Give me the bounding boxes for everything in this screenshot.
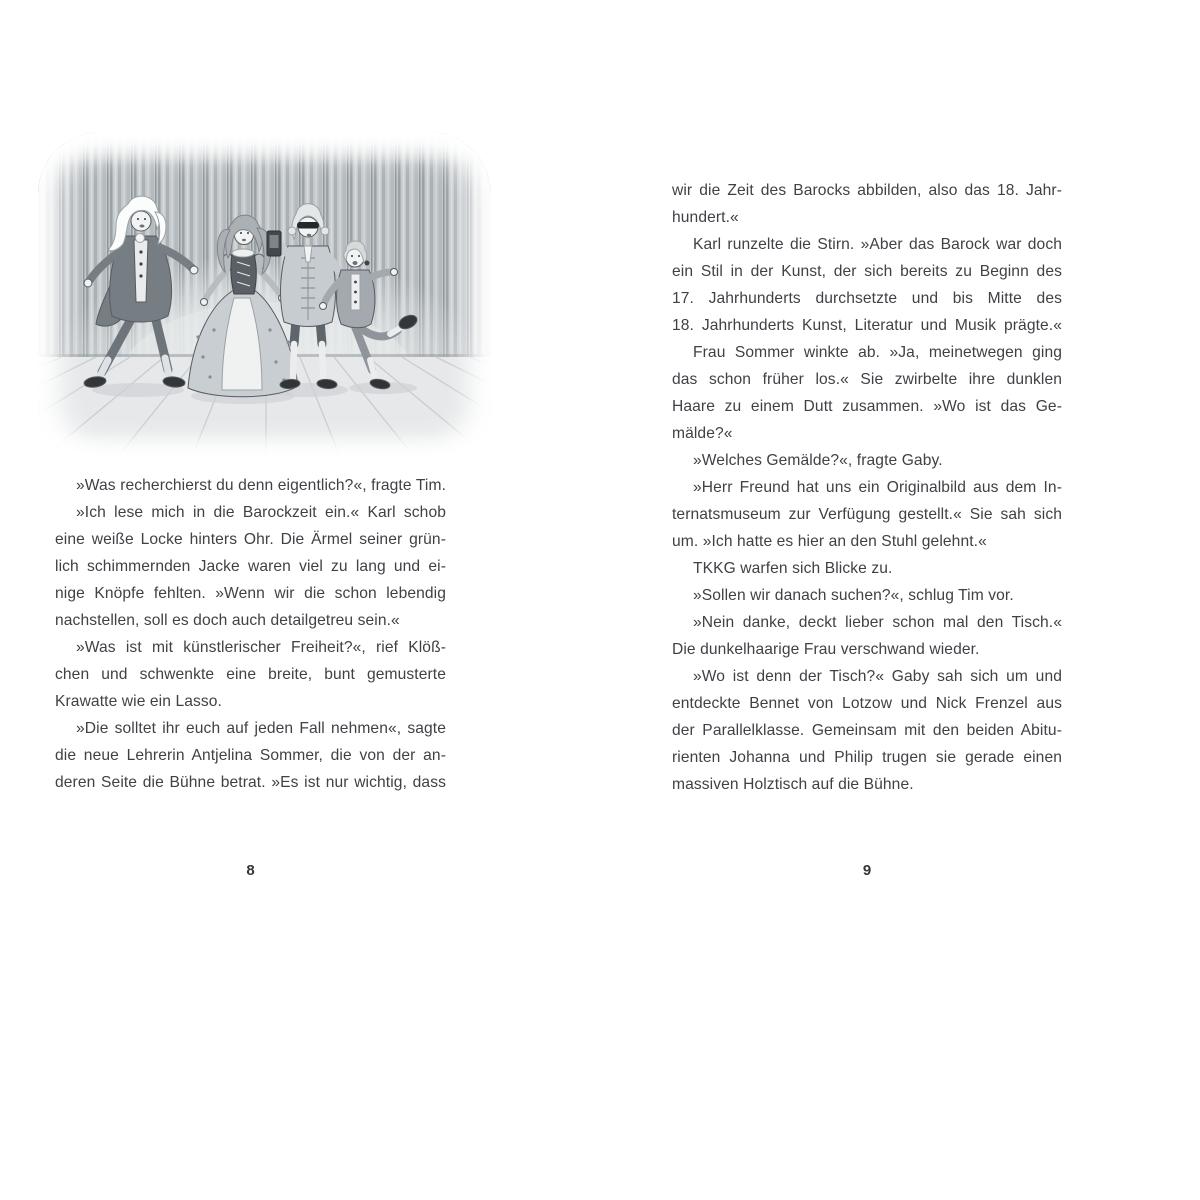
text-line: um. »Ich hatte es hier an den Stuhl gelehnt.«	[672, 533, 987, 550]
page-number-left: 8	[246, 862, 255, 879]
text-line: »Nein danke, deckt lieber schon mal den Tisch.«	[693, 614, 1062, 631]
text-line: 17. Jahrhunderts durchsetzte und bis Mitte des	[672, 290, 1062, 307]
text-line: ternatsmuseum zur Verfügung gestellt.« Sie sah sich	[672, 506, 1062, 523]
text-line: »Was ist mit künstlerischer Freiheit?«, rief Klöß-	[76, 639, 446, 656]
text-line: deren Seite die Bühne betrat. »Es ist nur wichtig, dass	[55, 774, 446, 791]
text-line: Haare zu einem Dutt zusammen. »Wo ist das Ge-	[672, 398, 1062, 415]
text-line: »Wo ist denn der Tisch?« Gaby sah sich um und	[693, 668, 1062, 685]
text-line: »Welches Gemälde?«, fragte Gaby.	[693, 452, 943, 469]
text-line: entdeckte Bennet von Lotzow und Nick Frenzel aus	[672, 695, 1062, 712]
text-line: »Herr Freund hat uns ein Originalbild aus dem In-	[693, 479, 1062, 496]
text-line: chen und schwenkte eine breite, bunt gemusterte	[55, 666, 446, 683]
text-line: der Parallelklasse. Gemeinsam mit den beiden Abitu-	[672, 722, 1062, 739]
text-line: rienten Johanna und Philip trugen sie gerade einen	[672, 749, 1062, 766]
text-line: massiven Holztisch auf die Bühne.	[672, 776, 914, 793]
text-line: »Die solltet ihr euch auf jeden Fall nehmen«, sagte	[76, 720, 446, 737]
text-line: wir die Zeit des Barocks abbilden, also das 18. Jahr-	[672, 182, 1062, 199]
text-line: das schon früher los.« Sie zwirbelte ihre dunklen	[672, 371, 1062, 388]
text-line: Krawatte wie ein Lasso.	[55, 693, 222, 710]
text-line: »Was recherchierst du denn eigentlich?«, fragte Tim.	[76, 477, 446, 494]
text-line: die neue Lehrerin Antjelina Sommer, die von der an-	[55, 747, 446, 764]
text-line: TKKG warfen sich Blicke zu.	[693, 560, 893, 577]
text-line: Die dunkelhaarige Frau verschwand wieder.	[672, 641, 980, 658]
text-line: Karl runzelte die Stirn. »Aber das Barock war doch	[693, 236, 1062, 253]
text-line: »Sollen wir danach suchen?«, schlug Tim vor.	[693, 587, 1014, 604]
text-line: lich schimmernden Jacke waren viel zu lang und ei-	[55, 558, 446, 575]
right-text-column	[672, 177, 1062, 798]
text-line: 18. Jahrhunderts Kunst, Literatur und Musik prägte.«	[672, 317, 1062, 334]
text-line: Frau Sommer winkte ab. »Ja, meinetwegen ging	[693, 344, 1062, 361]
text-line: nige Knöpfe fehlten. »Wenn wir die schon lebendig	[55, 585, 446, 602]
text-line: hundert.«	[672, 209, 739, 226]
page-number-right: 9	[862, 862, 872, 879]
text-line: mälde?«	[672, 425, 733, 442]
text-line: ein Stil in der Kunst, der sich bereits zu Beginn des	[672, 263, 1062, 280]
text-line: »Ich lese mich in die Barockzeit ein.« Karl schob	[76, 504, 446, 521]
text-line: eine weiße Locke hinters Ohr. Die Ärmel seiner grün-	[55, 531, 446, 548]
text-line: nachstellen, soll es doch auch detailgetreu sein.«	[55, 612, 400, 629]
